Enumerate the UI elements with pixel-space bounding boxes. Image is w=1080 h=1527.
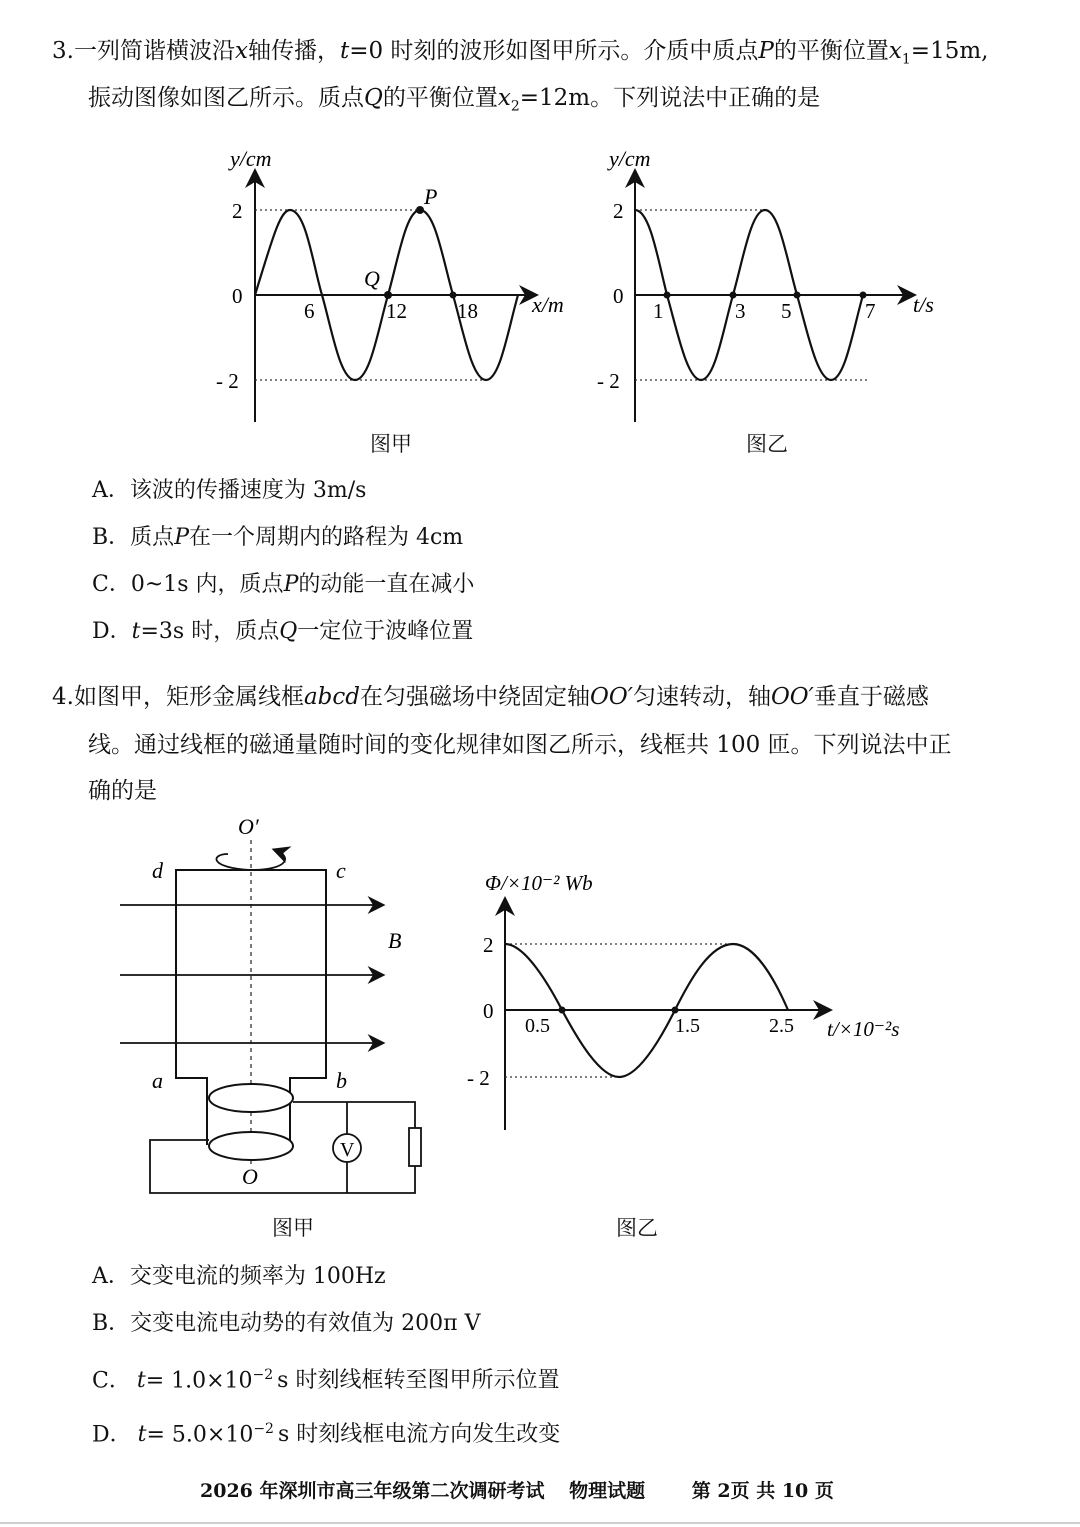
q3-number: 3. xyxy=(52,38,74,64)
y-axis-label: y/cm xyxy=(230,146,272,171)
point-18-dot xyxy=(450,292,457,299)
q4-stem-line2: 线。通过线框的磁通量随时间的变化规律如图乙所示，线框共 100 匝。下列说法中正 xyxy=(88,732,952,758)
t1-dot xyxy=(664,292,671,299)
point-Q-label: Q xyxy=(364,266,380,291)
t3-dot xyxy=(730,292,737,299)
t7-dot xyxy=(860,292,867,299)
q4-stem-line3: 确的是 xyxy=(88,778,157,804)
q3-stem-line1: 3.一列简谐横波沿x轴传播，t=0 时刻的波形如图甲所示。介质中质点P的平衡位置$x_1=15m$, xyxy=(52,38,989,68)
y-tick-0: 0 xyxy=(613,284,624,308)
t-tick-05: 0.5 xyxy=(525,1015,550,1037)
t-tick-1: 1 xyxy=(653,299,664,323)
q3-stem-line2: 振动图像如图乙所示。质点Q的平衡位置$x_2=12m$。下列说法中正确的是 xyxy=(88,85,821,115)
point-P-label: P xyxy=(424,184,438,209)
t-axis-label: t/×10⁻²s xyxy=(827,1017,900,1041)
x-tick-18: 18 xyxy=(457,299,478,323)
slip-ring-lower xyxy=(209,1132,293,1160)
y-tick-neg2: - 2 xyxy=(597,369,620,393)
t-tick-5: 5 xyxy=(781,299,792,323)
resistor-icon xyxy=(409,1128,421,1166)
q4-coil-diagram xyxy=(110,810,440,1205)
phi-tick-2: 2 xyxy=(483,933,494,957)
t-axis-label: t/s xyxy=(913,292,934,317)
footer-subject: 物理试题 xyxy=(569,1480,646,1502)
phi-tick-neg2: - 2 xyxy=(467,1066,490,1090)
coil-left xyxy=(176,870,207,1145)
label-b: b xyxy=(336,1068,347,1093)
t05-dot xyxy=(559,1007,566,1014)
q3-option-c: C．0~1s 内，质点P的动能一直在减小 xyxy=(92,572,475,597)
x-tick-12: 12 xyxy=(386,299,407,323)
footer-page: 第 2页 共 10 页 xyxy=(691,1480,834,1502)
t5-dot xyxy=(794,292,801,299)
x-axis-label: x/m xyxy=(532,292,564,317)
q3-option-b: B．质点P在一个周期内的路程为 4cm xyxy=(92,525,464,550)
t-tick-25: 2.5 xyxy=(769,1015,794,1037)
q4-fig-a-caption: 图甲 xyxy=(272,1216,314,1240)
q4-option-a: A．交变电流的频率为 100Hz xyxy=(92,1264,386,1289)
label-B: B xyxy=(388,928,402,953)
q4-fig-b-caption: 图乙 xyxy=(616,1216,658,1240)
q4-option-c: C． $t= 1.0\times 10^{-2}$ s 时刻线框转至图甲所示位置 xyxy=(92,1367,560,1394)
label-a: a xyxy=(152,1068,163,1093)
q3-option-a: A．该波的传播速度为 3m/s xyxy=(92,478,367,503)
q3-option-d: D．t=3s 时，质点Q一定位于波峰位置 xyxy=(92,619,474,644)
page-bottom-rule xyxy=(0,1522,1080,1524)
y-tick-0: 0 xyxy=(232,284,243,308)
t-tick-3: 3 xyxy=(735,299,746,323)
q3-wave-graph xyxy=(210,140,590,430)
t-tick-7: 7 xyxy=(865,299,876,323)
phi-axis-label: Φ/×10⁻² Wb xyxy=(485,871,593,895)
slip-ring-upper xyxy=(209,1084,293,1112)
phi-tick-0: 0 xyxy=(483,999,494,1023)
label-c: c xyxy=(336,858,346,883)
q4-option-b: B．交变电流电动势的有效值为 200π V xyxy=(92,1311,481,1336)
y-axis-label: y/cm xyxy=(609,146,651,171)
t15-dot xyxy=(672,1007,679,1014)
y-tick-2: 2 xyxy=(613,199,624,223)
q4-flux-graph xyxy=(465,860,935,1140)
q3-fig-b-caption: 图乙 xyxy=(746,432,788,456)
y-tick-neg2: - 2 xyxy=(216,369,239,393)
q3-fig-a-caption: 图甲 xyxy=(370,432,412,456)
label-O-prime: O′ xyxy=(238,814,259,839)
q3-vibration-graph xyxy=(595,140,955,430)
footer xyxy=(200,1476,834,1503)
q4-option-d: D． $t= 5.0\times 10^{-2}$ s 时刻线框电流方向发生改变 xyxy=(92,1421,561,1448)
voltmeter-label: V xyxy=(340,1139,355,1161)
point-Q-dot xyxy=(384,291,392,299)
label-d: d xyxy=(152,858,163,883)
footer-exam-name: 2026 年深圳市高三年级第二次调研考试 xyxy=(200,1480,545,1502)
point-P-dot xyxy=(416,206,424,214)
label-O: O xyxy=(242,1164,258,1189)
y-tick-2: 2 xyxy=(232,199,243,223)
t-tick-15: 1.5 xyxy=(675,1015,700,1037)
q4-number: 4. xyxy=(52,684,74,710)
q4-stem-line1: 4.如图甲，矩形金属线框abcd在匀强磁场中绕固定轴OO′匀速转动，轴OO′垂直于磁感 xyxy=(52,684,929,710)
x-tick-6: 6 xyxy=(304,299,315,323)
